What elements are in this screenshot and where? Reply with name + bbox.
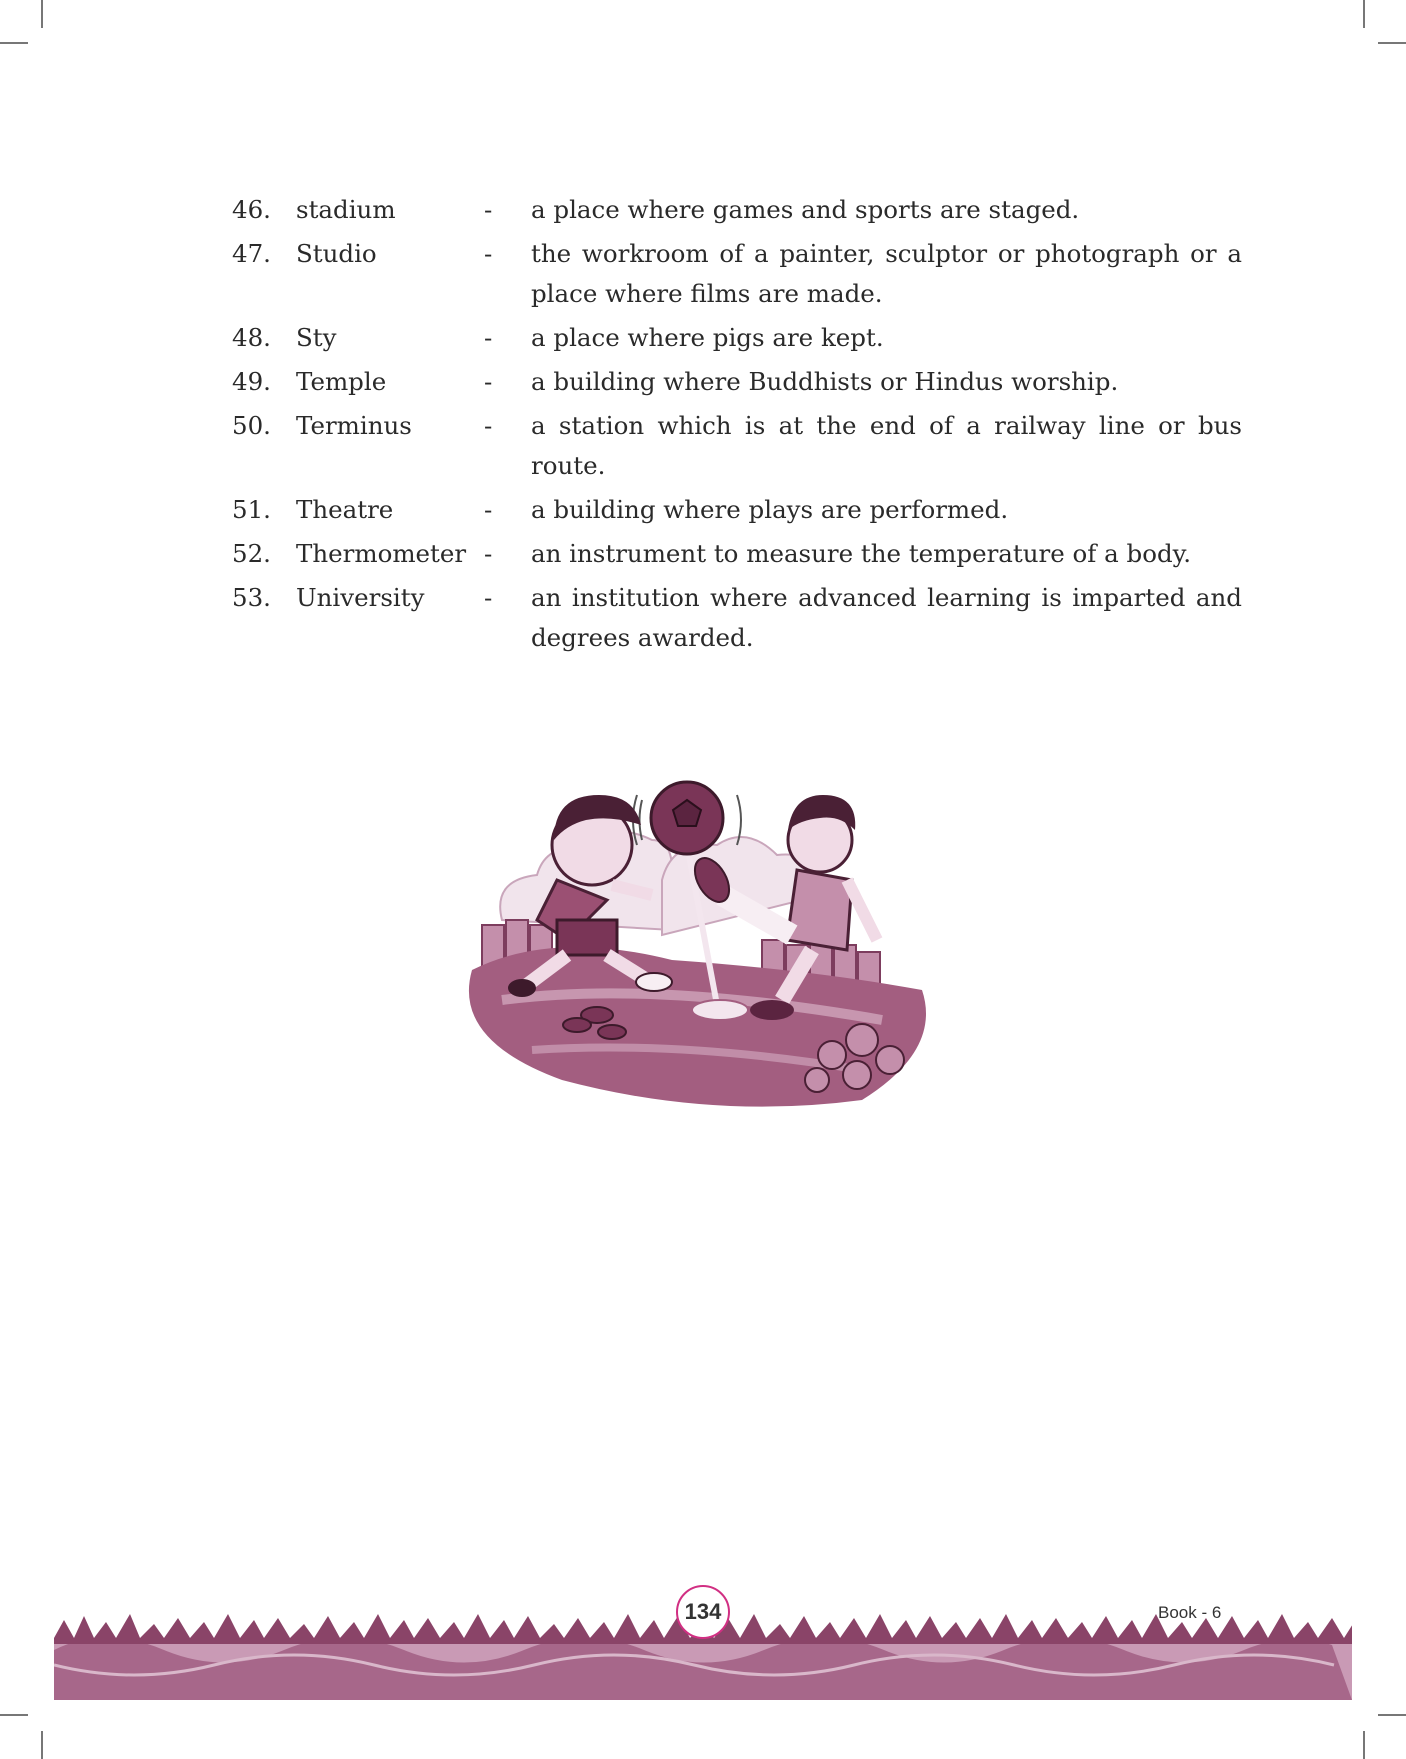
entry-definition: a building where plays are performed.: [531, 495, 1009, 524]
crop-mark: [0, 1714, 28, 1716]
list-item: [232, 362, 1242, 402]
entry-number: 53.: [232, 583, 271, 612]
entry-definition: an institution where advanced learning is imparted and degrees awarded.: [531, 583, 1242, 652]
list-item: [232, 490, 1242, 530]
entry-dash: -: [484, 583, 493, 612]
entry-word: Terminus: [296, 411, 412, 440]
entry-definition: a place where pigs are kept.: [531, 323, 884, 352]
list-item: [232, 534, 1242, 574]
crop-mark: [41, 1731, 43, 1759]
entry-dash: -: [484, 323, 493, 352]
entry-word: Studio: [296, 239, 377, 268]
entry-definition: a place where games and sports are staged.: [531, 195, 1080, 224]
kids-playing-football-illustration: [462, 770, 942, 1125]
entry-definition: a station which is at the end of a railway line or bus route.: [531, 411, 1242, 480]
list-item: [232, 406, 1242, 486]
list-item: [232, 190, 1242, 230]
crop-mark: [1363, 1731, 1365, 1759]
dust-cloud: [692, 1000, 748, 1020]
list-item: [232, 318, 1242, 358]
crop-mark: [1378, 42, 1406, 44]
entry-number: 49.: [232, 367, 271, 396]
entry-dash: -: [484, 539, 493, 568]
entry-dash: -: [484, 367, 493, 396]
entry-dash: -: [484, 495, 493, 524]
entry-word: stadium: [296, 195, 396, 224]
entry-dash: -: [484, 195, 493, 224]
entry-word: University: [296, 583, 425, 612]
vocabulary-list: [232, 190, 1242, 662]
entry-number: 52.: [232, 539, 271, 568]
entry-number: 51.: [232, 495, 271, 524]
entry-number: 50.: [232, 411, 271, 440]
crop-mark: [1378, 1714, 1406, 1716]
crop-mark: [41, 0, 43, 28]
entry-word: Sty: [296, 323, 337, 352]
entry-number: 46.: [232, 195, 271, 224]
entry-definition: an instrument to measure the temperature of a body.: [531, 539, 1192, 568]
list-item: [232, 578, 1242, 658]
entry-dash: -: [484, 239, 493, 268]
entry-dash: -: [484, 411, 493, 440]
entry-number: 47.: [232, 239, 271, 268]
entry-word: Theatre: [296, 495, 394, 524]
entry-number: 48.: [232, 323, 271, 352]
entry-definition: the workroom of a painter, sculptor or photograph or a place where films are made.: [531, 239, 1242, 308]
page-number-badge: 134: [676, 1585, 730, 1639]
entry-word: Thermometer: [296, 539, 467, 568]
list-item: [232, 234, 1242, 314]
entry-word: Temple: [296, 367, 387, 396]
crop-mark: [1363, 0, 1365, 28]
entry-definition: a building where Buddhists or Hindus worship.: [531, 367, 1119, 396]
book-label: Book - 6: [1158, 1603, 1222, 1622]
crop-mark: [0, 42, 28, 44]
